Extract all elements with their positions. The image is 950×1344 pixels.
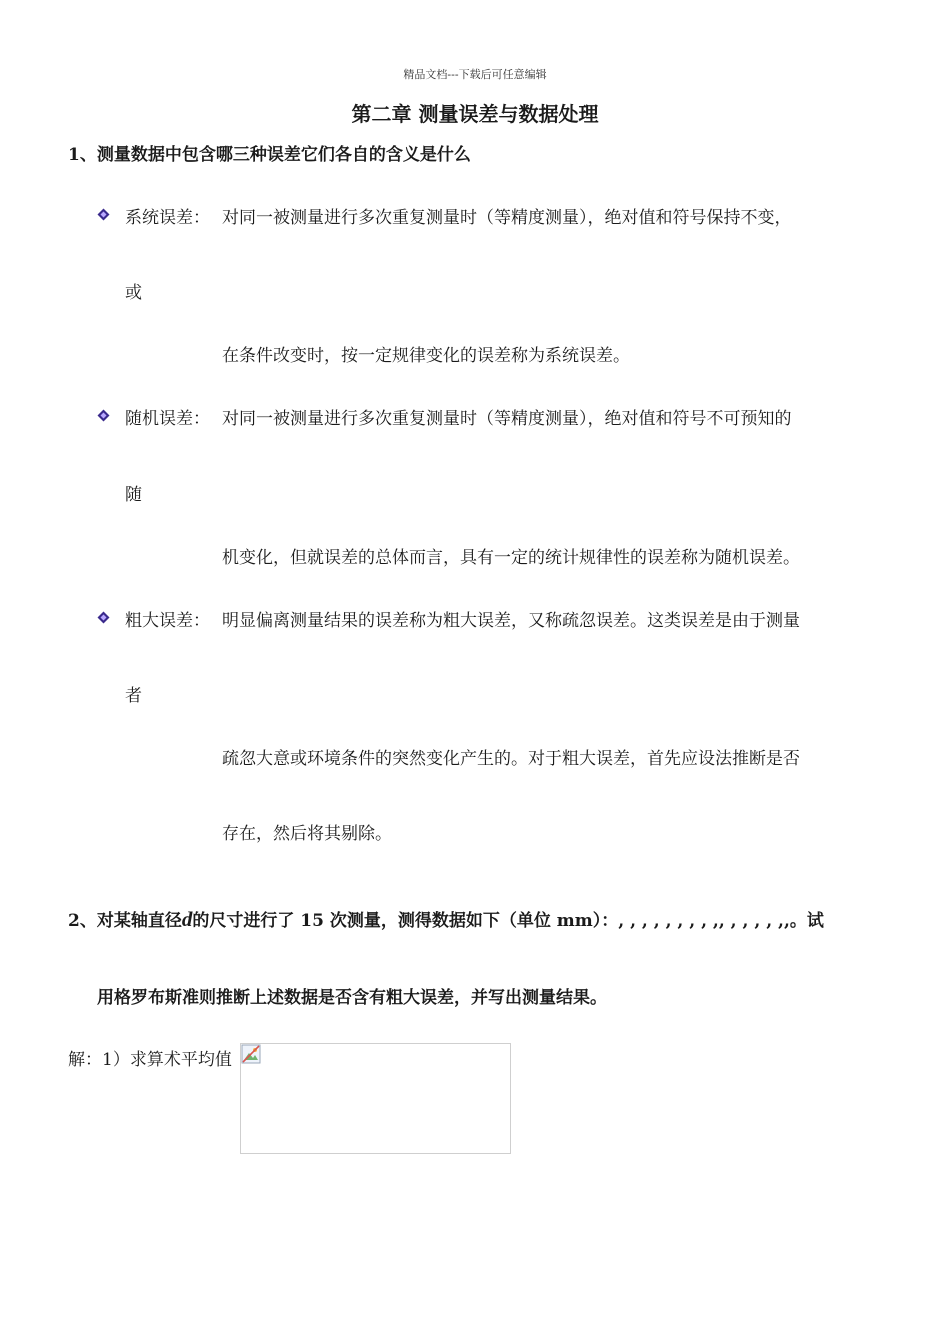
question-1-heading: 1、测量数据中包含哪三种误差它们各自的含义是什么 xyxy=(68,145,471,165)
question-2-line1 xyxy=(68,906,824,932)
term-random-error: 随机误差： xyxy=(125,409,210,429)
random-error-line2: 机变化，但就误差的总体而言，具有一定的统计规律性的误差称为随机误差。 xyxy=(222,548,800,568)
solution-step-1: 解：1）求算术平均值 xyxy=(68,1050,232,1070)
page-header: 精品文档---下载后可任意编辑 xyxy=(403,68,547,81)
chapter-title: 第二章 测量误差与数据处理 xyxy=(351,102,599,126)
gross-error-wrap: 者 xyxy=(125,686,142,706)
random-error-line1: 对同一被测量进行多次重复测量时（等精度测量），绝对值和符号不可预知的 xyxy=(222,409,792,429)
diamond-bullet-icon xyxy=(97,611,110,624)
systematic-error-line2: 在条件改变时，按一定规律变化的误差称为系统误差。 xyxy=(222,346,630,366)
formula-image-placeholder xyxy=(240,1043,511,1154)
question-2-prefix: 2、对某轴直径 xyxy=(68,911,182,931)
diamond-bullet-icon xyxy=(97,208,110,221)
random-error-wrap: 随 xyxy=(125,485,142,505)
broken-image-icon xyxy=(241,1044,261,1064)
gross-error-line1: 明显偏离测量结果的误差称为粗大误差，又称疏忽误差。这类误差是由于测量 xyxy=(222,611,800,631)
term-systematic-error: 系统误差： xyxy=(125,208,210,228)
diameter-variable: d xyxy=(181,907,193,931)
question-2-line2: 用格罗布斯准则推断上述数据是否含有粗大误差，并写出测量结果。 xyxy=(97,988,607,1008)
systematic-error-wrap: 或 xyxy=(125,283,142,303)
question-2-rest: 的尺寸进行了 15 次测量，测得数据如下（单位 mm）：, , , , , , , , ,, , , , , ,,。试 xyxy=(192,911,824,931)
term-gross-error: 粗大误差： xyxy=(125,611,210,631)
gross-error-line3: 存在，然后将其剔除。 xyxy=(222,824,392,844)
gross-error-line2: 疏忽大意或环境条件的突然变化产生的。对于粗大误差，首先应设法推断是否 xyxy=(222,749,800,769)
systematic-error-line1: 对同一被测量进行多次重复测量时（等精度测量），绝对值和符号保持不变， xyxy=(222,208,792,228)
diamond-bullet-icon xyxy=(97,409,110,422)
